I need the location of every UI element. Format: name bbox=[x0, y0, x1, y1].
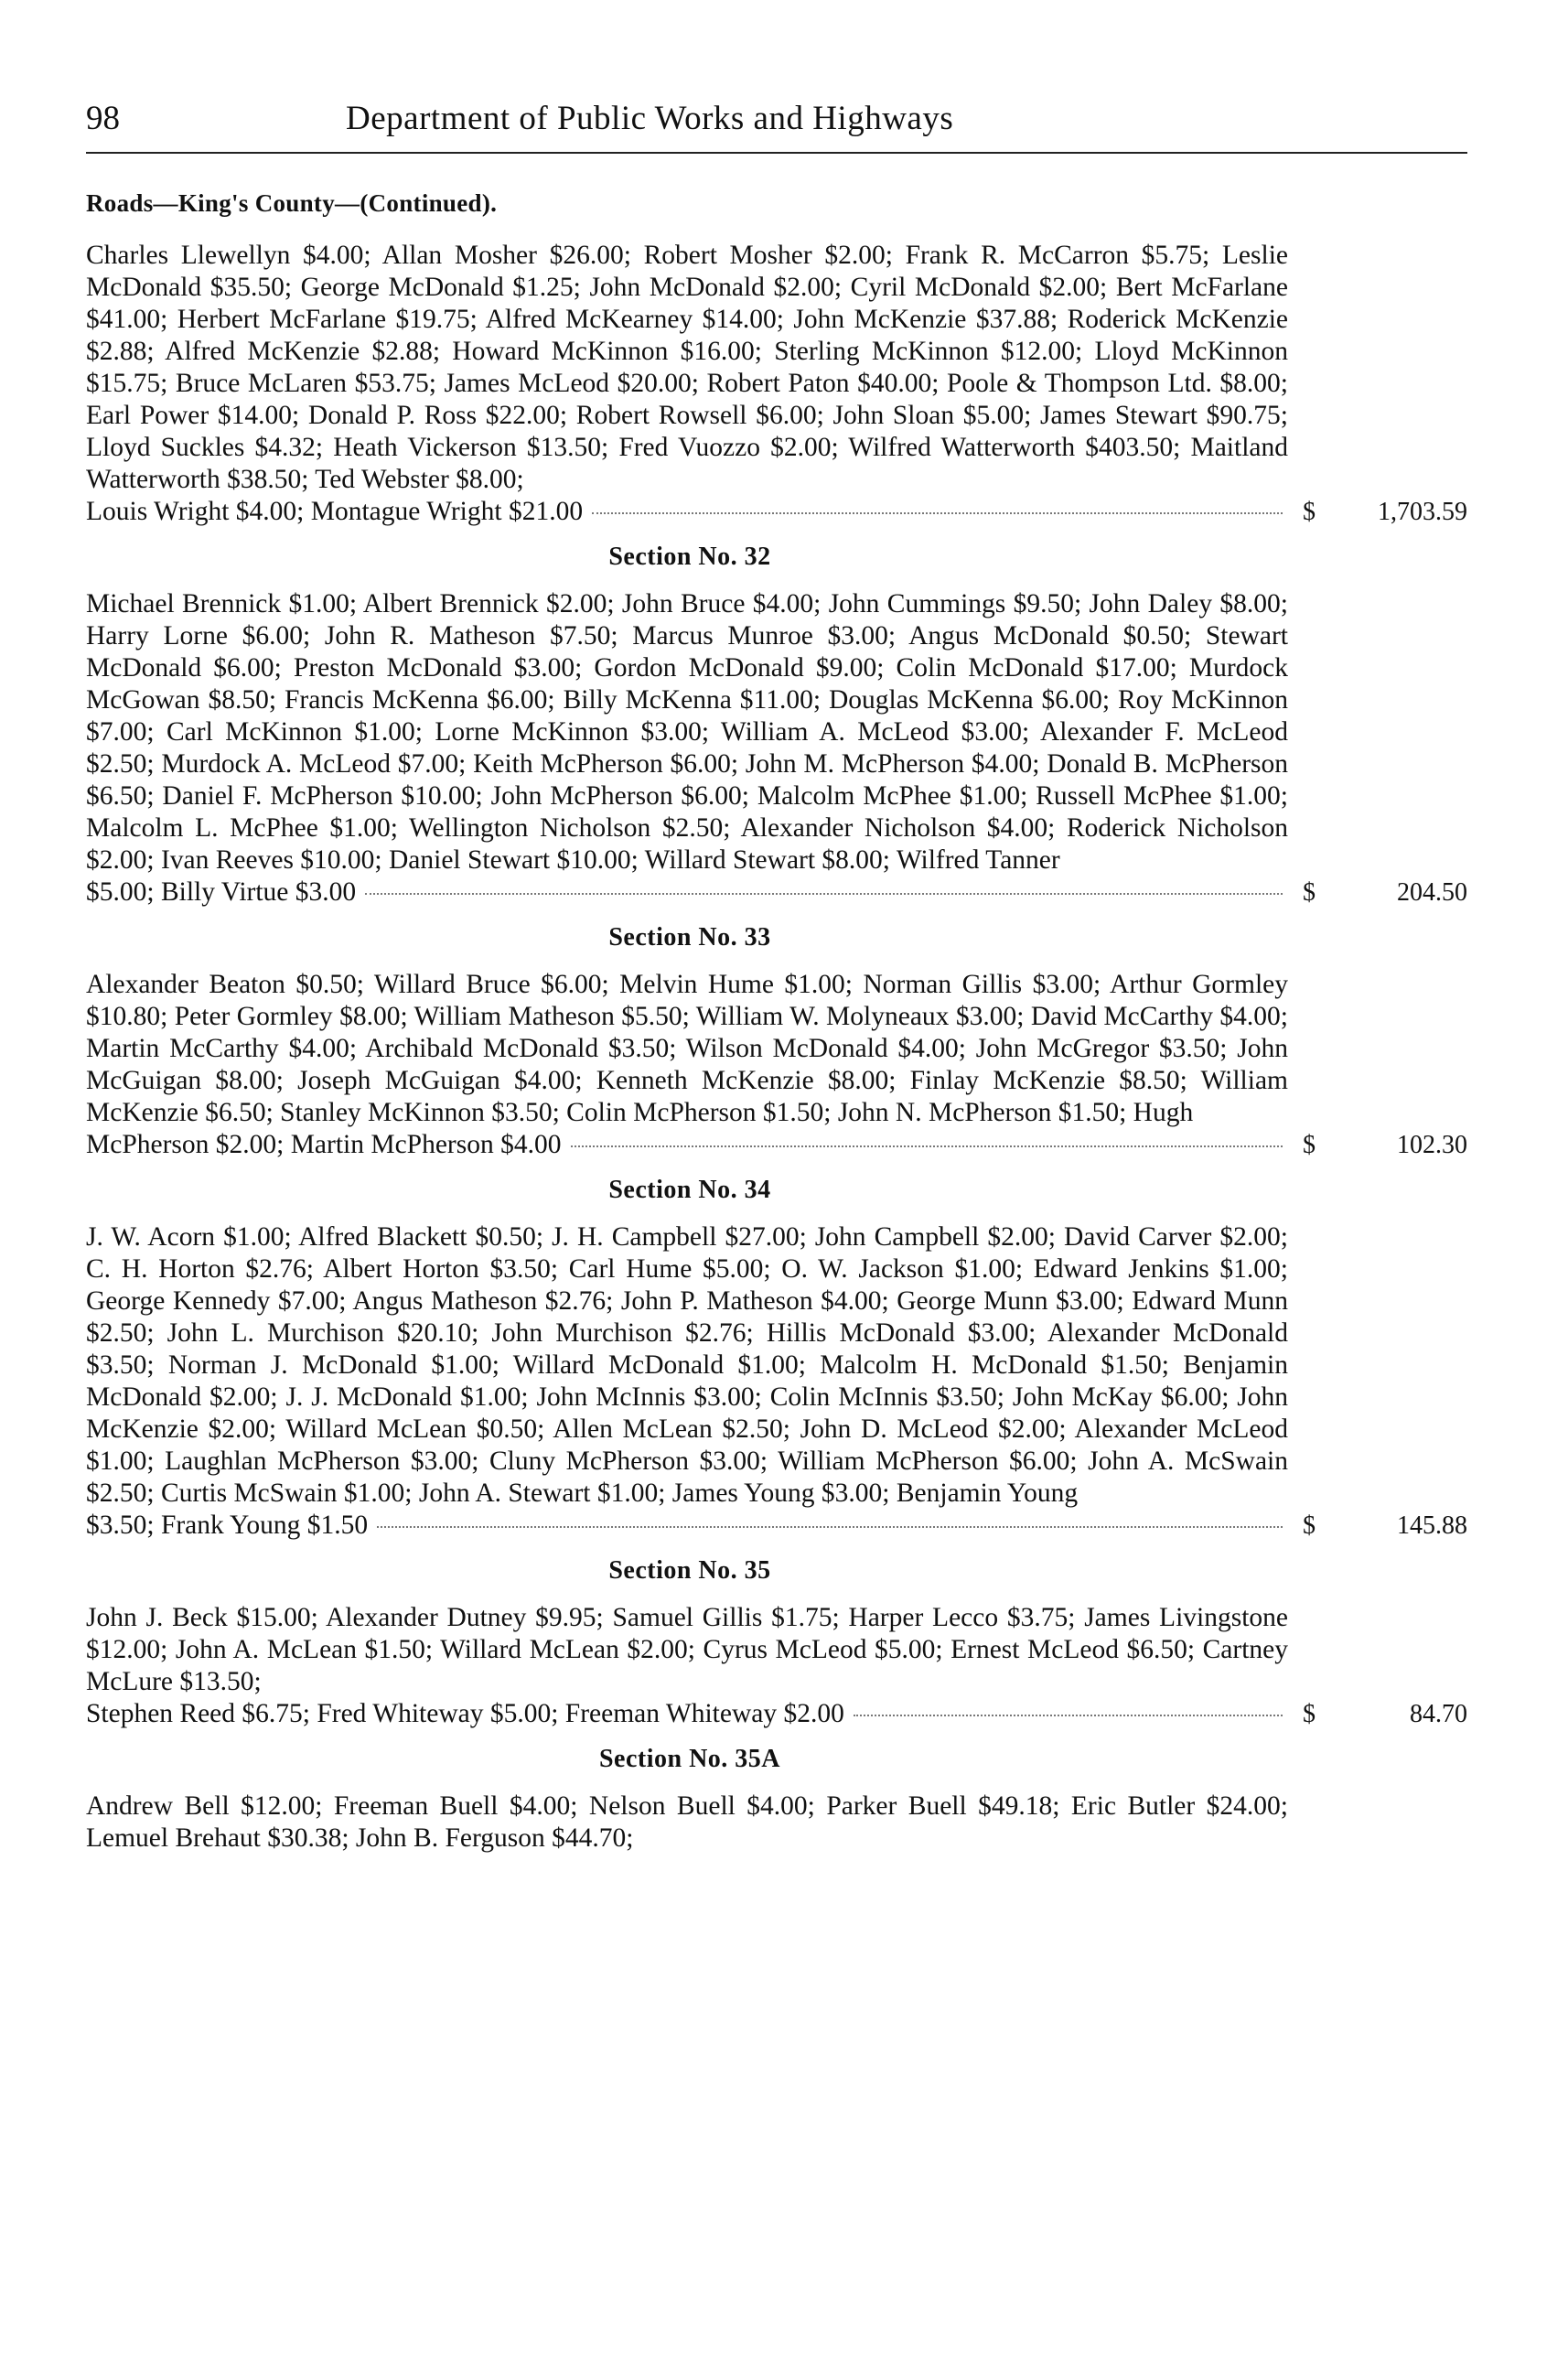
page-number: 98 bbox=[86, 100, 120, 137]
entry-paragraph bbox=[86, 1221, 1288, 1510]
entry-total bbox=[1303, 1698, 1467, 1730]
continued-entry bbox=[86, 240, 1467, 528]
currency-symbol: $ bbox=[1303, 1511, 1316, 1540]
entry-paragraph bbox=[86, 240, 1288, 496]
entry-last-line bbox=[86, 876, 1288, 909]
currency-symbol: $ bbox=[1303, 878, 1316, 907]
entry-paragraph bbox=[86, 969, 1288, 1129]
section-heading: Section No. 33 bbox=[608, 923, 771, 952]
total-amount: 84.70 bbox=[1410, 1700, 1467, 1728]
section-heading: Section No. 35 bbox=[608, 1556, 771, 1585]
running-title: Department of Public Works and Highways bbox=[346, 100, 954, 137]
entry-paragraph bbox=[86, 1790, 1288, 1855]
total-amount: 1,703.59 bbox=[1378, 498, 1467, 526]
section-entry bbox=[86, 969, 1467, 1161]
currency-symbol: $ bbox=[1303, 498, 1316, 526]
section-32 bbox=[86, 539, 1467, 909]
section-entry bbox=[86, 1602, 1467, 1730]
dot-leader bbox=[571, 1145, 1283, 1147]
entry-last-line bbox=[86, 1129, 1288, 1161]
entry-body: J. W. Acorn $1.00; Alfred Blackett $0.50; J. H. Campbell $27.00; John Campbell $2.00; David Carver $2.00; C. H. Horton $2.76; Albert Horton $3.50; Carl Hume $5.00; O. W. Jackson $1.00; Edward Jenkins $1.00; George Kennedy $7.00; Angus Matheson $2.76; John P. Matheson $4.00; George Munn $3.00; Edward Munn $2.50; John L. Murchison $20.10; John Murchison $2.76; Hillis McDonald $3.00; Alexander McDonald $3.50; Norman J. McDonald $1.00; Willard McDonald $1.00; Malcolm H. McDonald $1.50; Benjamin McDonald $2.00; J. J. McDonald $1.00; John McInnis $3.00; Colin McInnis $3.50; John McKay $6.00; John McKenzie $2.00; Willard McLean $0.50; Allen McLean $2.50; John D. McLeod $2.00; Alexander McLeod $1.00; Laughlan McPherson $3.00; Cluny McPherson $3.00; William McPherson $6.00; John A. McSwain $2.50; Curtis McSwain $1.00; John A. Stewart $1.00; James Young $3.00; Benjamin Young bbox=[86, 1222, 1288, 1508]
entry-last-line-text: McPherson $2.00; Martin McPherson $4.00 bbox=[86, 1130, 562, 1159]
section-entry bbox=[86, 1790, 1467, 1855]
entry-total bbox=[1303, 876, 1467, 909]
entry-last-line bbox=[86, 496, 1288, 528]
entry-body: Charles Llewellyn $4.00; Allan Mosher $26.00; Robert Mosher $2.00; Frank R. McCarron $5.75; Leslie McDonald $35.50; George McDonald $1.25; John McDonald $2.00; Cyril McDonald $2.00; Bert McFarlane $41.00; Herbert McFarlane $19.75; Alfred McKearney $14.00; John McKenzie $37.88; Roderick McKenzie $2.88; Alfred McKenzie $2.88; Howard McKinnon $16.00; Sterling McKinnon $12.00; Lloyd McKinnon $15.75; Bruce McLaren $53.75; James McLeod $20.00; Robert Paton $40.00; Poole & Thompson Ltd. $8.00; Earl Power $14.00; Donald P. Ross $22.00; Robert Rowsell $6.00; John Sloan $5.00; James Stewart $90.75; Lloyd Suckles $4.32; Heath Vickerson $13.50; Fred Vuozzo $2.00; Wilfred Watterworth $403.50; Maitland Watterworth $38.50; Ted Webster $8.00; bbox=[86, 241, 1288, 494]
continued-subhead: Roads—King's County—(Continued). bbox=[86, 189, 498, 217]
dot-leader bbox=[365, 893, 1283, 895]
currency-symbol: $ bbox=[1303, 1131, 1316, 1159]
section-34 bbox=[86, 1172, 1467, 1542]
section-entry bbox=[86, 1221, 1467, 1542]
entry-total bbox=[1303, 1510, 1467, 1542]
entry-paragraph bbox=[86, 1602, 1288, 1698]
section-entry bbox=[86, 588, 1467, 909]
header-rule bbox=[86, 152, 1467, 154]
entry-body: John J. Beck $15.00; Alexander Dutney $9.95; Samuel Gillis $1.75; Harper Lecco $3.75; James Livingstone $12.00; John A. McLean $1.50; Willard McLean $2.00; Cyrus McLeod $5.00; Ernest McLeod $6.50; Cartney McLure $13.50; bbox=[86, 1603, 1288, 1696]
currency-symbol: $ bbox=[1303, 1700, 1316, 1728]
total-amount: 204.50 bbox=[1397, 878, 1467, 907]
total-amount: 102.30 bbox=[1397, 1131, 1467, 1159]
total-amount: 145.88 bbox=[1397, 1511, 1467, 1540]
entry-last-line-text: Stephen Reed $6.75; Fred Whiteway $5.00; Freeman Whiteway $2.00 bbox=[86, 1699, 844, 1728]
entry-total bbox=[1303, 496, 1467, 528]
entry-last-line-text: $5.00; Billy Virtue $3.00 bbox=[86, 877, 357, 907]
section-33 bbox=[86, 919, 1467, 1161]
dot-leader bbox=[854, 1715, 1283, 1716]
section-heading: Section No. 35A bbox=[598, 1745, 781, 1773]
section-35a bbox=[86, 1741, 1467, 1855]
section-heading: Section No. 32 bbox=[608, 543, 771, 571]
running-head bbox=[86, 96, 1467, 151]
entry-last-line bbox=[86, 1510, 1288, 1542]
page-content bbox=[86, 185, 1467, 1855]
dot-leader bbox=[377, 1526, 1283, 1528]
entry-last-line-text: $3.50; Frank Young $1.50 bbox=[86, 1511, 369, 1540]
dot-leader bbox=[592, 512, 1283, 514]
section-35 bbox=[86, 1553, 1467, 1730]
entry-last-line-text: Louis Wright $4.00; Montague Wright $21.00 bbox=[86, 497, 584, 526]
entry-body: Alexander Beaton $0.50; Willard Bruce $6.00; Melvin Hume $1.00; Norman Gillis $3.00; Arthur Gormley $10.80; Peter Gormley $8.00; William Matheson $5.50; William W. Molyneaux $3.00; David McCarthy $4.00; Martin McCarthy $4.00; Archibald McDonald $3.50; Wilson McDonald $4.00; John McGregor $3.50; John McGuigan $8.00; Joseph McGuigan $4.00; Kenneth McKenzie $8.00; Finlay McKenzie $8.50; William McKenzie $6.50; Stanley McKinnon $3.50; Colin McPherson $1.50; John N. McPherson $1.50; Hugh bbox=[86, 970, 1288, 1127]
section-heading: Section No. 34 bbox=[608, 1176, 771, 1204]
entry-total bbox=[1303, 1129, 1467, 1161]
entry-body: Michael Brennick $1.00; Albert Brennick $2.00; John Bruce $4.00; John Cummings $9.50; John Daley $8.00; Harry Lorne $6.00; John R. Matheson $7.50; Marcus Munroe $3.00; Angus McDonald $0.50; Stewart McDonald $6.00; Preston McDonald $3.00; Gordon McDonald $9.00; Colin McDonald $17.00; Murdock McGowan $8.50; Francis McKenna $6.00; Billy McKenna $11.00; Douglas McKenna $6.00; Roy McKinnon $7.00; Carl McKinnon $1.00; Lorne McKinnon $3.00; William A. McLeod $3.00; Alexander F. McLeod $2.50; Murdock A. McLeod $7.00; Keith McPherson $6.00; John M. McPherson $4.00; Donald B. McPherson $6.50; Daniel F. McPherson $10.00; John McPherson $6.00; Malcolm McPhee $1.00; Russell McPhee $1.00; Malcolm L. McPhee $1.00; Wellington Nicholson $2.50; Alexander Nicholson $4.00; Roderick Nicholson $2.00; Ivan Reeves $10.00; Daniel Stewart $10.00; Willard Stewart $8.00; Wilfred Tanner bbox=[86, 589, 1288, 875]
entry-body: Andrew Bell $12.00; Freeman Buell $4.00; Nelson Buell $4.00; Parker Buell $49.18; Eric Butler $24.00; Lemuel Brehaut $30.38; John B. Ferguson $44.70; bbox=[86, 1791, 1288, 1853]
entry-paragraph bbox=[86, 588, 1288, 876]
entry-last-line bbox=[86, 1698, 1288, 1730]
